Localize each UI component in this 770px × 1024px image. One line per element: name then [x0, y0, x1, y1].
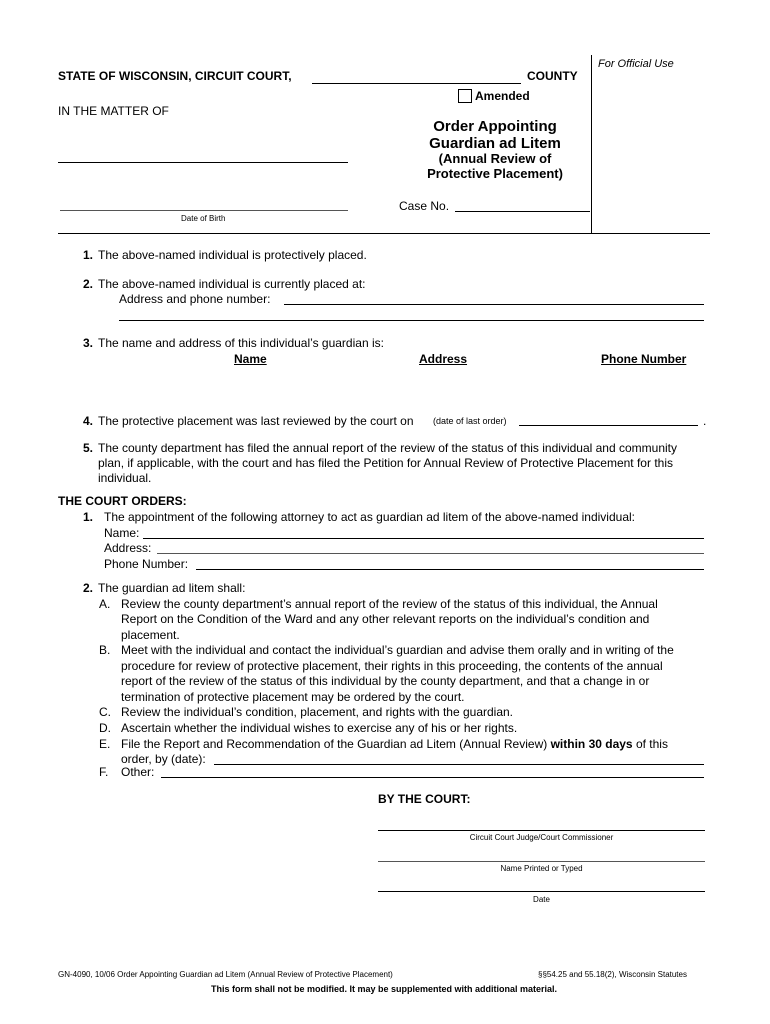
name-printed-label: Name Printed or Typed: [500, 864, 583, 873]
gal-phone-label: Phone Number:: [104, 557, 189, 571]
county-label: COUNTY: [527, 69, 578, 83]
order-2e-text-c: of this: [635, 737, 668, 751]
page-subtitle-line1: (Annual Review of: [438, 151, 552, 166]
order-2d-line1: Ascertain whether the individual wishes to exercise any of his or her rights.: [121, 721, 518, 735]
order-2b-letter: B.: [99, 643, 111, 657]
by-the-court-label: BY THE COURT:: [378, 792, 471, 806]
date-last-order-label: (date of last order): [433, 416, 507, 426]
other-field[interactable]: [161, 777, 704, 778]
address-phone-field[interactable]: [284, 304, 704, 305]
page-subtitle-line2: Protective Placement): [427, 166, 563, 181]
guardian-address-header: Address: [419, 352, 468, 366]
gal-name-label: Name:: [104, 526, 140, 540]
order-2e-text-a: File the Report and Recommendation of the Guardian ad Litem (Annual Review): [121, 737, 548, 751]
judge-label: Circuit Court Judge/Court Commissioner: [469, 833, 614, 842]
statutes: §§54.25 and 55.18(2), Wisconsin Statutes: [538, 970, 687, 979]
order-2f-line1: Other:: [121, 765, 155, 779]
amended-label: Amended: [475, 89, 530, 103]
page-title-line1: Order Appointing: [433, 118, 557, 135]
order-2a-line3: placement.: [121, 628, 180, 642]
matter-name-field[interactable]: [58, 162, 348, 163]
order-1-number: 1.: [83, 510, 94, 524]
order-2e-deadline: within 30 days: [550, 737, 633, 751]
finding-1: The above-named individual is protectively placed.: [98, 248, 367, 262]
dob-label: Date of Birth: [181, 214, 226, 223]
order-2b-line4: termination of protective placement may be ordered by the court.: [121, 690, 465, 704]
official-use-label: For Official Use: [598, 58, 674, 70]
header-divider: [58, 233, 710, 234]
order-2c-letter: C.: [99, 705, 111, 719]
order-by-date-field[interactable]: [214, 764, 704, 765]
guardian-name-header: Name: [234, 352, 267, 366]
order-2b-line2: procedure for review of protective placement, their rights in this proceeding, the contents of the annual: [121, 659, 663, 673]
finding-3: The name and address of this individual’s guardian is:: [98, 336, 384, 350]
finding-1-number: 1.: [83, 248, 94, 262]
case-no-field[interactable]: [455, 211, 590, 212]
order-2e-letter: E.: [99, 737, 111, 751]
order-2-number: 2.: [83, 581, 94, 595]
order-2a-line1: Review the county department’s annual report of the review of the status of this individual, the Annual: [121, 597, 658, 611]
date-signed-label: Date: [533, 895, 550, 904]
order-2b-line3: report of the review of the status of this individual by the county department, and that a change in or: [121, 674, 650, 688]
order-2d-letter: D.: [99, 721, 111, 735]
gal-address-label: Address:: [104, 541, 152, 555]
county-field[interactable]: [312, 83, 521, 84]
dob-field[interactable]: [60, 210, 348, 211]
finding-3-number: 3.: [83, 336, 94, 350]
order-2c-line1: Review the individual’s condition, placement, and rights with the guardian.: [121, 705, 514, 719]
address-phone-field-2[interactable]: [119, 320, 704, 321]
order-2a-line2: Report on the Condition of the Ward and any other relevant reports on the individual’s condition and: [121, 612, 650, 626]
finding-5-line2: plan, if applicable, with the court and has filed the Petition for Annual Review of Protective Placement for this: [98, 456, 673, 470]
in-matter-of-label: IN THE MATTER OF: [58, 104, 169, 118]
order-2e-line2: order, by (date):: [121, 752, 206, 766]
address-phone-label: Address and phone number:: [119, 292, 271, 306]
judge-signature-field[interactable]: [378, 830, 705, 831]
finding-2-number: 2.: [83, 277, 94, 291]
order-2b-line1: Meet with the individual and contact the individual’s guardian and advise them orally and in writing of the: [121, 643, 674, 657]
finding-5-line1: The county department has filed the annual report of the review of the status of this individual and community: [98, 441, 677, 455]
court-orders-heading: THE COURT ORDERS:: [58, 494, 187, 508]
order-2f-letter: F.: [99, 765, 109, 779]
guardian-phone-header: Phone Number: [601, 352, 687, 366]
gal-phone-field[interactable]: [196, 569, 704, 570]
date-last-order-field[interactable]: [519, 425, 698, 426]
finding-4-number: 4.: [83, 414, 94, 428]
amended-checkbox[interactable]: [458, 89, 472, 103]
form-id: GN-4090, 10/06 Order Appointing Guardian ad Litem (Annual Review of Protective Placement): [58, 970, 393, 979]
date-signed-field[interactable]: [378, 891, 705, 892]
finding-2: The above-named individual is currently placed at:: [98, 277, 366, 291]
finding-4: The protective placement was last reviewed by the court on: [98, 414, 414, 428]
page-title-line2: Guardian ad Litem: [429, 135, 561, 152]
gal-address-field[interactable]: [157, 553, 704, 554]
form-notice: This form shall not be modified. It may be supplemented with additional material.: [210, 984, 558, 994]
case-no-label: Case No.: [399, 199, 450, 213]
name-printed-field[interactable]: [378, 861, 705, 862]
state-court-label: STATE OF WISCONSIN, CIRCUIT COURT,: [58, 69, 292, 83]
finding-4-period: .: [703, 414, 707, 428]
official-use-divider: [591, 55, 592, 233]
order-2e-line1: [121, 737, 668, 751]
order-2: The guardian ad litem shall:: [98, 581, 246, 595]
finding-5-line3: individual.: [98, 471, 152, 485]
order-1: The appointment of the following attorney to act as guardian ad litem of the above-named individual:: [104, 510, 635, 524]
gal-name-field[interactable]: [143, 538, 704, 539]
order-2a-letter: A.: [99, 597, 111, 611]
finding-5-number: 5.: [83, 441, 94, 455]
